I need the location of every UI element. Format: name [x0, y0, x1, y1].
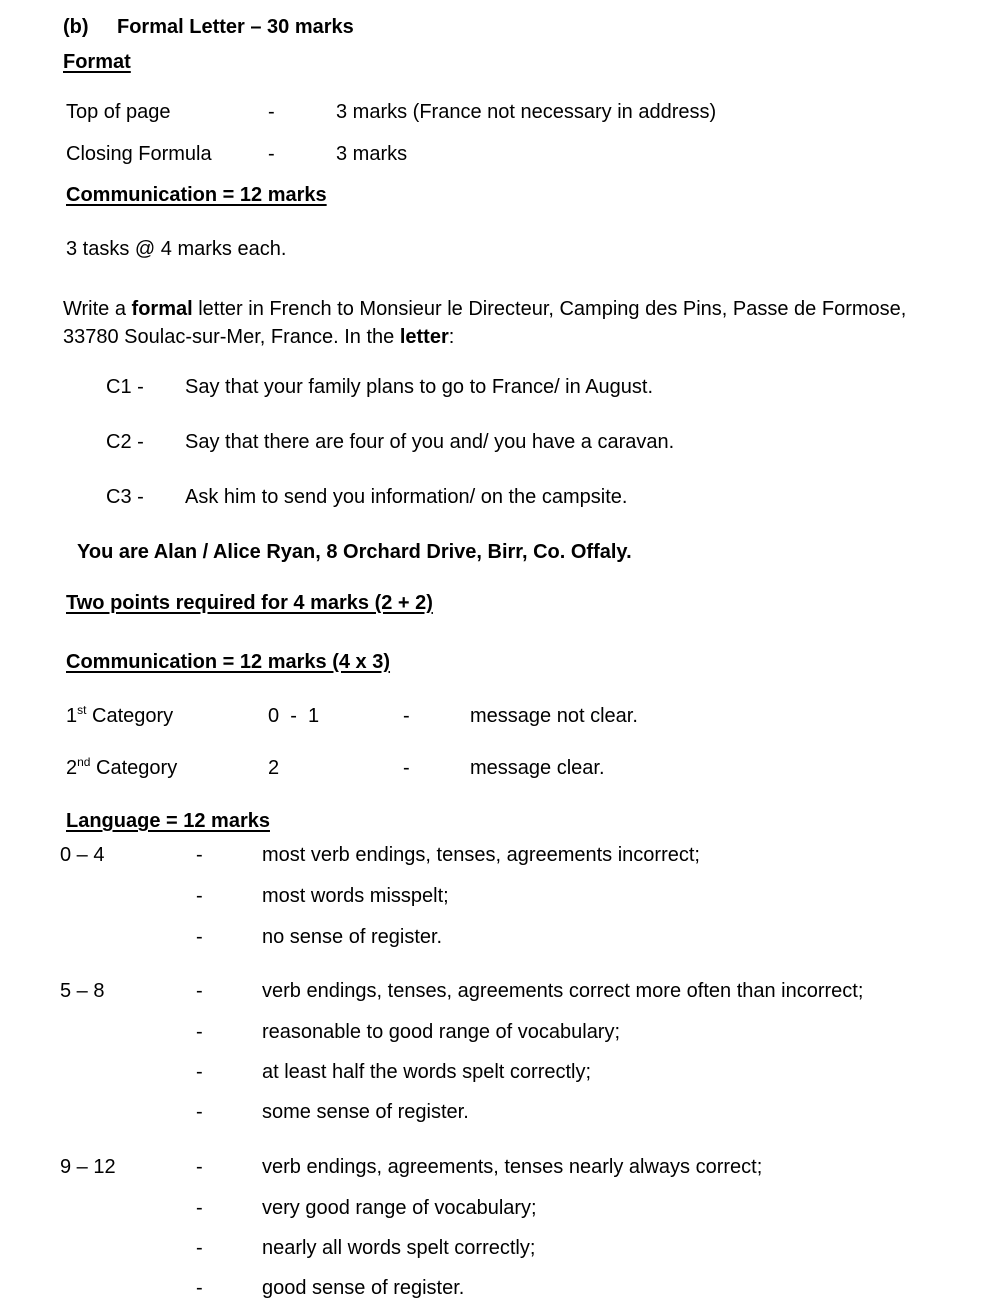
category-ordinal-suffix: nd	[77, 755, 91, 769]
language-band-dash: -	[196, 1197, 203, 1219]
category-ordinal-suffix: st	[77, 703, 87, 717]
category-description: message not clear.	[470, 705, 638, 727]
category-range: 0 - 1	[268, 705, 320, 727]
language-band-line: good sense of register.	[262, 1277, 465, 1299]
language-band-dash: -	[196, 980, 203, 1002]
format-row-label: Closing Formula	[66, 143, 212, 165]
task-text: Write a	[63, 298, 132, 320]
format-row-dash: -	[268, 101, 275, 123]
task-item-text: Say that there are four of you and/ you have a caravan.	[185, 431, 675, 453]
language-band-range: 9 – 12	[60, 1156, 116, 1178]
category-description: message clear.	[470, 757, 605, 779]
language-band-range: 0 – 4	[60, 844, 105, 866]
task-text: 33780 Soulac-sur-Mer, France. In the	[63, 326, 400, 348]
format-heading: Format	[63, 51, 131, 73]
communication-detail-heading: Communication = 12 marks (4 x 3)	[66, 651, 391, 673]
category-label	[66, 703, 174, 727]
language-heading: Language = 12 marks	[66, 810, 270, 832]
task-item-text: Say that your family plans to go to France/ in August.	[185, 376, 654, 398]
language-band-dash: -	[196, 1277, 203, 1299]
category-word: Category	[86, 705, 174, 727]
language-band-line: verb endings, agreements, tenses nearly always correct;	[262, 1156, 763, 1178]
language-band-line: nearly all words spelt correctly;	[262, 1237, 536, 1259]
task-text: letter in French to Monsieur le Directeur, Camping des Pins, Passe de Formose,	[192, 298, 907, 320]
category-dash: -	[403, 705, 410, 727]
format-row-value: 3 marks (France not necessary in address)	[336, 101, 717, 123]
category-word: Category	[90, 757, 178, 779]
language-band-line: some sense of register.	[262, 1101, 469, 1123]
task-item-code: C2 -	[106, 431, 144, 453]
section-label: (b)	[63, 16, 89, 38]
language-band-range: 5 – 8	[60, 980, 105, 1002]
language-band-dash: -	[196, 926, 203, 948]
language-band-line: no sense of register.	[262, 926, 443, 948]
language-band-dash: -	[196, 1101, 203, 1123]
language-band-dash: -	[196, 844, 203, 866]
format-row-dash: -	[268, 143, 275, 165]
task-emphasis-formal: formal	[131, 298, 193, 320]
format-row-label: Top of page	[66, 101, 171, 123]
communication-heading: Communication = 12 marks	[66, 184, 327, 206]
language-band-dash: -	[196, 1237, 203, 1259]
points-note: Two points required for 4 marks (2 + 2)	[66, 592, 433, 614]
language-band-line: most verb endings, tenses, agreements incorrect;	[262, 844, 700, 866]
format-row-value: 3 marks	[336, 143, 408, 165]
category-ordinal: 1	[66, 705, 78, 727]
language-band-line: very good range of vocabulary;	[262, 1197, 537, 1219]
task-instruction-line-1	[63, 299, 906, 319]
category-ordinal: 2	[66, 757, 78, 779]
section-title: Formal Letter – 30 marks	[117, 16, 354, 38]
category-label	[66, 755, 178, 779]
task-text: :	[448, 326, 455, 348]
language-band-line: most words misspelt;	[262, 885, 449, 907]
language-band-dash: -	[196, 885, 203, 907]
tasks-note: 3 tasks @ 4 marks each.	[66, 238, 287, 260]
language-band-dash: -	[196, 1156, 203, 1178]
task-instruction-line-2	[63, 327, 454, 347]
language-band-dash: -	[196, 1021, 203, 1043]
category-dash: -	[403, 757, 410, 779]
task-emphasis-letter: letter	[399, 326, 449, 348]
task-item-text: Ask him to send you information/ on the campsite.	[185, 486, 628, 508]
language-band-line: at least half the words spelt correctly;	[262, 1061, 592, 1083]
language-band-line: verb endings, tenses, agreements correct more often than incorrect;	[262, 980, 864, 1002]
student-identity: You are Alan / Alice Ryan, 8 Orchard Drive, Birr, Co. Offaly.	[77, 541, 632, 563]
task-item-code: C3 -	[106, 486, 144, 508]
category-range: 2	[268, 757, 280, 779]
language-band-line: reasonable to good range of vocabulary;	[262, 1021, 621, 1043]
task-item-code: C1 -	[106, 376, 144, 398]
language-band-dash: -	[196, 1061, 203, 1083]
